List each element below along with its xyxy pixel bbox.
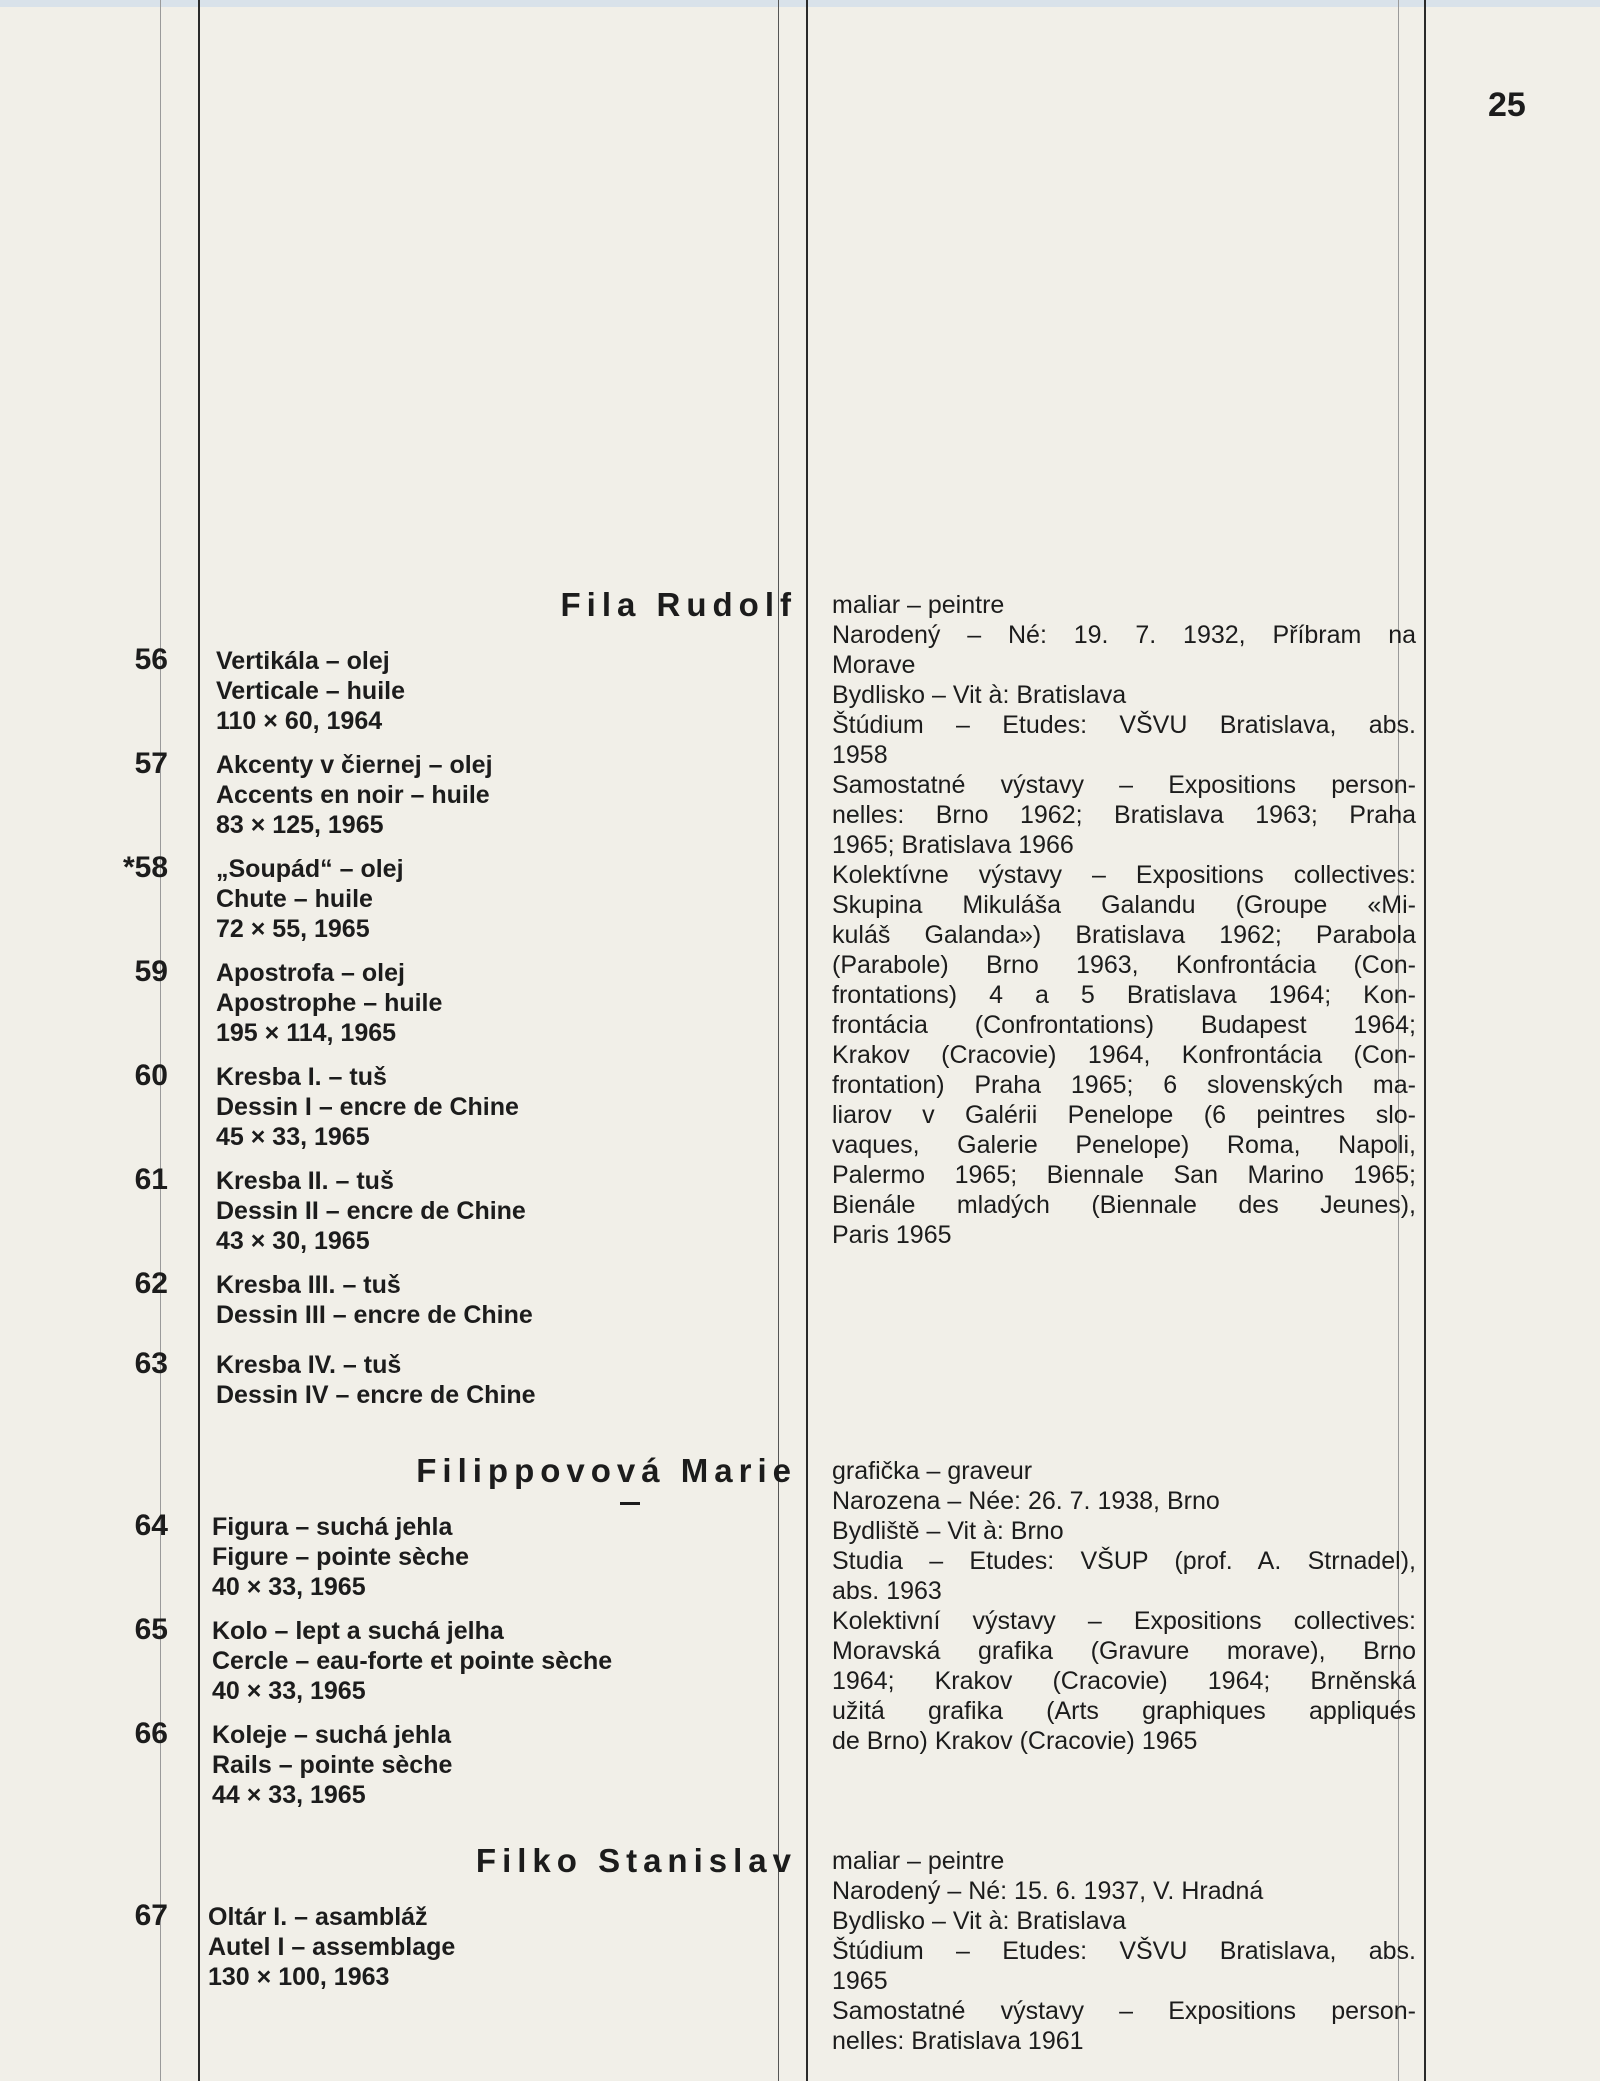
bio-line: maliar – peintre <box>832 591 1005 619</box>
bio-line: grafička – graveur <box>832 1457 1033 1485</box>
bio-line: Štúdium – Etudes: VŠVU Bratislava, abs. <box>832 1937 1416 1965</box>
entry-details <box>216 958 442 1048</box>
entry-number: 61 <box>134 1163 168 1196</box>
entry-number: 62 <box>134 1267 168 1300</box>
title-sk: Apostrofa – olej <box>216 959 405 987</box>
column-rule-right <box>1424 0 1426 2081</box>
artist-bio <box>832 590 1416 1250</box>
title-sk: Figura – suchá jehla <box>212 1513 453 1541</box>
entry-details <box>216 1270 533 1330</box>
bio-line: Narodený – Né: 15. 6. 1937, V. Hradná <box>832 1877 1264 1905</box>
bio-line: 1964; Krakov (Cracovie) 1964; Brněnská <box>832 1667 1416 1695</box>
title-fr: Verticale – huile <box>216 677 405 705</box>
artist-name: Fila Rudolf <box>560 586 797 623</box>
bio-line: Bydliště – Vit à: Brno <box>832 1517 1064 1545</box>
bio-line: Palermo 1965; Biennale San Marino 1965; <box>832 1161 1416 1189</box>
title-fr: Autel I – assemblage <box>208 1933 456 1961</box>
ornament-dash <box>620 1502 640 1505</box>
bio-line: Moravská grafika (Gravure morave), Brno <box>832 1637 1416 1665</box>
title-sk: Kresba I. – tuš <box>216 1063 387 1091</box>
bio-line: (Parabole) Brno 1963, Konfrontácia (Con- <box>832 951 1416 979</box>
dimensions-year: 40 × 33, 1965 <box>212 1677 366 1705</box>
bio-line: Studia – Etudes: VŠUP (prof. A. Strnadel), <box>832 1547 1416 1575</box>
bio-line: liarov v Galérii Penelope (6 peintres slo- <box>832 1101 1416 1129</box>
entry-number: 59 <box>134 955 168 988</box>
bio-line: Bydlisko – Vit à: Bratislava <box>832 681 1127 709</box>
entry-details <box>212 1616 612 1706</box>
entry-number: *58 <box>122 851 168 884</box>
entry-number: 57 <box>134 747 168 780</box>
bio-line: Bydlisko – Vit à: Bratislava <box>832 1907 1127 1935</box>
entry-number: 64 <box>134 1509 168 1542</box>
title-fr: Chute – huile <box>216 885 373 913</box>
entry-number: 66 <box>134 1717 168 1750</box>
bio-line: Bienále mladých (Biennale des Jeunes), <box>832 1191 1416 1219</box>
dimensions-year: 40 × 33, 1965 <box>212 1573 366 1601</box>
bio-line: Kolektivní výstavy – Expositions collectives: <box>832 1607 1416 1635</box>
title-sk: Kresba II. – tuš <box>216 1167 394 1195</box>
bio-line: Morave <box>832 651 916 679</box>
title-fr: Cercle – eau-forte et pointe sèche <box>212 1647 613 1675</box>
entry-details <box>216 646 405 736</box>
bio-line: nelles: Brno 1962; Bratislava 1963; Praha <box>832 801 1416 829</box>
bio-line: užitá grafika (Arts graphiques appliqués <box>832 1697 1416 1725</box>
bio-line: kuláš Galanda») Bratislava 1962; Parabola <box>832 921 1416 949</box>
title-sk: Vertikála – olej <box>216 647 390 675</box>
bio-line: abs. 1963 <box>832 1577 942 1605</box>
bio-line: frontations) 4 a 5 Bratislava 1964; Kon- <box>832 981 1416 1009</box>
bio-line: Štúdium – Etudes: VŠVU Bratislava, abs. <box>832 711 1416 739</box>
title-sk: Kolo – lept a suchá jelha <box>212 1617 504 1645</box>
column-rule-left-faint <box>160 0 161 2081</box>
entry-details <box>216 1166 526 1256</box>
title-fr: Dessin II – encre de Chine <box>216 1197 526 1225</box>
column-rule-center <box>806 0 808 2081</box>
dimensions-year: 83 × 125, 1965 <box>216 811 384 839</box>
dimensions-year: 45 × 33, 1965 <box>216 1123 370 1151</box>
bio-line: Narodený – Né: 19. 7. 1932, Příbram na <box>832 621 1416 649</box>
artist-bio <box>832 1846 1416 2056</box>
title-sk: „Soupád“ – olej <box>216 855 404 883</box>
entry-number: 60 <box>134 1059 168 1092</box>
bio-line: 1958 <box>832 741 888 769</box>
bio-line: Samostatné výstavy – Expositions person- <box>832 771 1416 799</box>
entry-details <box>216 750 493 840</box>
title-fr: Dessin I – encre de Chine <box>216 1093 519 1121</box>
bio-line: frontácia (Confrontations) Budapest 1964; <box>832 1011 1416 1039</box>
title-fr: Accents en noir – huile <box>216 781 490 809</box>
dimensions-year: 44 × 33, 1965 <box>212 1781 366 1809</box>
bio-line: Paris 1965 <box>832 1221 952 1249</box>
entry-details <box>212 1512 469 1602</box>
dimensions-year: 72 × 55, 1965 <box>216 915 370 943</box>
title-fr: Rails – pointe sèche <box>212 1751 453 1779</box>
entry-details <box>216 1350 536 1410</box>
artist-name: Filko Stanislav <box>475 1842 797 1879</box>
bio-line: Krakov (Cracovie) 1964, Konfrontácia (Con- <box>832 1041 1416 1069</box>
entry-number: 56 <box>134 643 168 676</box>
artist-bio <box>832 1456 1416 1756</box>
title-fr: Apostrophe – huile <box>216 989 443 1017</box>
dimensions-year: 110 × 60, 1964 <box>216 707 383 735</box>
bio-line: Kolektívne výstavy – Expositions collectives: <box>832 861 1416 889</box>
entry-details <box>212 1720 452 1810</box>
title-sk: Kresba IV. – tuš <box>216 1351 402 1379</box>
entry-number: 63 <box>134 1347 168 1380</box>
bio-line: Narozena – Née: 26. 7. 1938, Brno <box>832 1487 1220 1515</box>
bio-line: de Brno) Krakov (Cracovie) 1965 <box>832 1727 1198 1755</box>
title-fr: Dessin III – encre de Chine <box>216 1301 533 1329</box>
scan-top-band <box>0 0 1600 7</box>
dimensions-year: 195 × 114, 1965 <box>216 1019 397 1047</box>
column-rule-left <box>198 0 200 2081</box>
column-rule-mid-faint <box>778 0 779 2081</box>
entry-details <box>216 1062 519 1152</box>
bio-line: Samostatné výstavy – Expositions person- <box>832 1997 1416 2025</box>
bio-line: 1965; Bratislava 1966 <box>832 831 1074 859</box>
entry-details <box>216 854 404 944</box>
title-sk: Akcenty v čiernej – olej <box>216 751 493 779</box>
title-fr: Dessin IV – encre de Chine <box>216 1381 536 1409</box>
bio-line: frontation) Praha 1965; 6 slovenských ma- <box>832 1071 1416 1099</box>
bio-line: 1965 <box>832 1967 888 1995</box>
title-sk: Koleje – suchá jehla <box>212 1721 451 1749</box>
title-sk: Kresba III. – tuš <box>216 1271 401 1299</box>
title-sk: Oltár I. – asambláž <box>208 1903 428 1931</box>
bio-line: maliar – peintre <box>832 1847 1005 1875</box>
bio-line: vaques, Galerie Penelope) Roma, Napoli, <box>832 1131 1416 1159</box>
entry-number: 65 <box>134 1613 168 1646</box>
dimensions-year: 43 × 30, 1965 <box>216 1227 370 1255</box>
dimensions-year: 130 × 100, 1963 <box>208 1963 390 1991</box>
bio-line: Skupina Mikuláša Galandu (Groupe «Mi- <box>832 891 1416 919</box>
bio-line: nelles: Bratislava 1961 <box>832 2027 1084 2055</box>
page-number: 25 <box>1488 86 1526 124</box>
title-fr: Figure – pointe sèche <box>212 1543 470 1571</box>
artist-name: Filippovová Marie <box>416 1452 797 1489</box>
entry-number: 67 <box>134 1899 168 1932</box>
entry-details <box>208 1902 455 1992</box>
